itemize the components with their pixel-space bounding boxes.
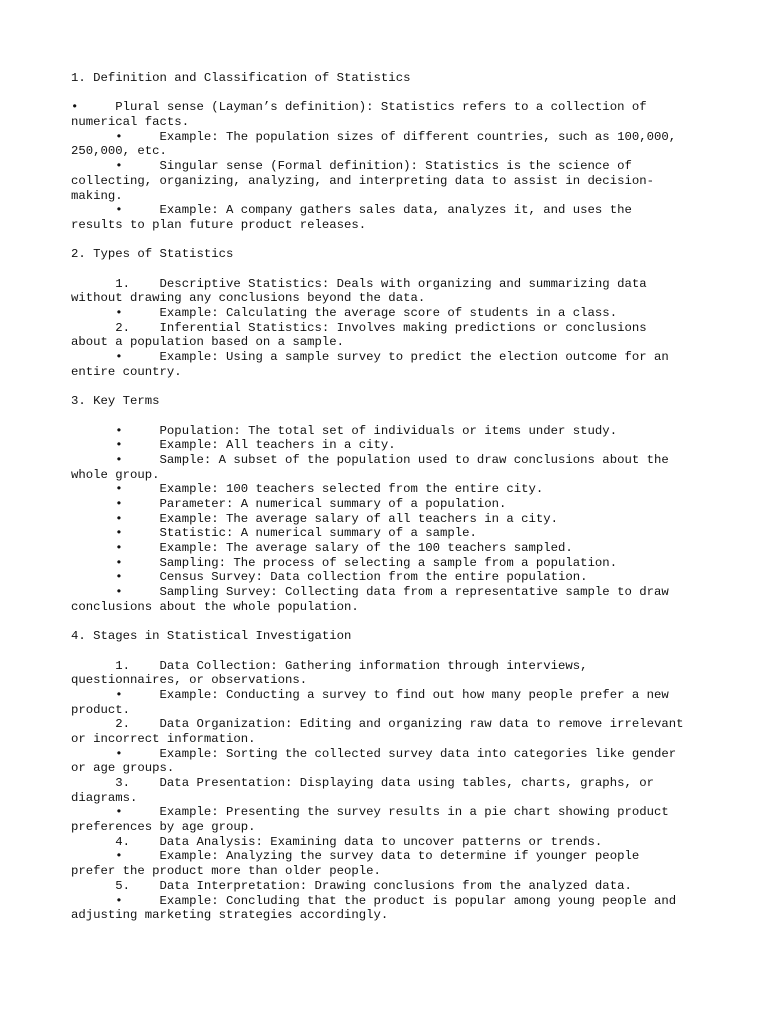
text-line: prefer the product more than older people. [71, 864, 381, 879]
text-line: • Example: 100 teachers selected from the entire city. [71, 482, 544, 497]
text-line: 250,000, etc. [71, 144, 167, 159]
text-line: product. [71, 702, 131, 717]
section-definition [71, 71, 701, 233]
section-key-terms [71, 394, 701, 614]
section-types [71, 247, 701, 379]
section-stages [71, 629, 701, 923]
text-line: entire country. [71, 364, 182, 379]
text-line: • Plural sense (Layman’s definition): Statistics refers to a collection of [71, 100, 647, 115]
text-line: • Statistic: A numerical summary of a sample. [71, 526, 477, 541]
text-line: 1. Descriptive Statistics: Deals with organizing and summarizing data [71, 276, 647, 291]
text-line: • Example: The average salary of all teachers in a city. [71, 511, 559, 526]
text-line: 2. Data Organization: Editing and organizing raw data to remove irrelevant [71, 717, 684, 732]
document-page [71, 71, 701, 938]
text-line: adjusting marketing strategies accordingly. [71, 908, 389, 923]
section-heading: 2. Types of Statistics [71, 247, 234, 262]
text-line: without drawing any conclusions beyond the data. [71, 291, 426, 306]
section-heading: 1. Definition and Classification of Statistics [71, 71, 411, 85]
text-line: preferences by age group. [71, 820, 256, 835]
text-line: collecting, organizing, analyzing, and interpreting data to assist in decision- [71, 173, 654, 188]
text-line: • Sampling Survey: Collecting data from a representative sample to draw [71, 585, 669, 600]
text-line: diagrams. [71, 790, 138, 805]
text-line: • Example: Calculating the average score of students in a class. [71, 306, 618, 320]
text-line: • Singular sense (Formal definition): Statistics is the science of [71, 159, 632, 174]
text-line: or age groups. [71, 761, 175, 776]
text-line: 1. Data Collection: Gathering information through interviews, [71, 658, 588, 673]
text-line: • Example: Analyzing the survey data to determine if younger people [71, 849, 640, 864]
text-line: 3. Data Presentation: Displaying data using tables, charts, graphs, or [71, 776, 654, 790]
text-line: 4. Data Analysis: Examining data to uncover patterns or trends. [71, 834, 603, 849]
text-line: • Example: The average salary of the 100 teachers sampled. [71, 541, 573, 555]
text-line: • Example: Presenting the survey results in a pie chart showing product [71, 805, 669, 820]
text-line: whole group. [71, 467, 160, 482]
section-heading: 3. Key Terms [71, 394, 160, 409]
text-line: results to plan future product releases. [71, 217, 367, 232]
text-line: about a population based on a sample. [71, 335, 345, 350]
text-line: making. [71, 188, 123, 203]
text-line: • Census Survey: Data collection from the entire population. [71, 570, 588, 585]
text-line: • Parameter: A numerical summary of a population. [71, 496, 507, 511]
text-line: • Example: Using a sample survey to predict the election outcome for an [71, 350, 669, 365]
text-line: • Population: The total set of individuals or items under study. [71, 423, 618, 438]
text-line: 5. Data Interpretation: Drawing conclusions from the analyzed data. [71, 878, 632, 893]
text-line: • Example: A company gathers sales data, analyzes it, and uses the [71, 203, 632, 218]
text-line: conclusions about the whole population. [71, 599, 359, 614]
text-line: numerical facts. [71, 115, 190, 130]
text-line: • Example: Sorting the collected survey data into categories like gender [71, 746, 677, 761]
text-line: 2. Inferential Statistics: Involves making predictions or conclusions [71, 320, 647, 335]
text-line: questionnaires, or observations. [71, 673, 308, 688]
text-line: • Sampling: The process of selecting a sample from a population. [71, 555, 618, 570]
text-line: • Sample: A subset of the population used to draw conclusions about the [71, 452, 669, 467]
text-line: • Example: All teachers in a city. [71, 438, 396, 453]
text-line: • Example: Concluding that the product is popular among young people and [71, 893, 677, 908]
text-line: • Example: The population sizes of different countries, such as 100,000, [71, 129, 677, 144]
text-line: • Example: Conducting a survey to find out how many people prefer a new [71, 687, 669, 702]
text-line: or incorrect information. [71, 731, 256, 746]
section-heading: 4. Stages in Statistical Investigation [71, 629, 352, 644]
